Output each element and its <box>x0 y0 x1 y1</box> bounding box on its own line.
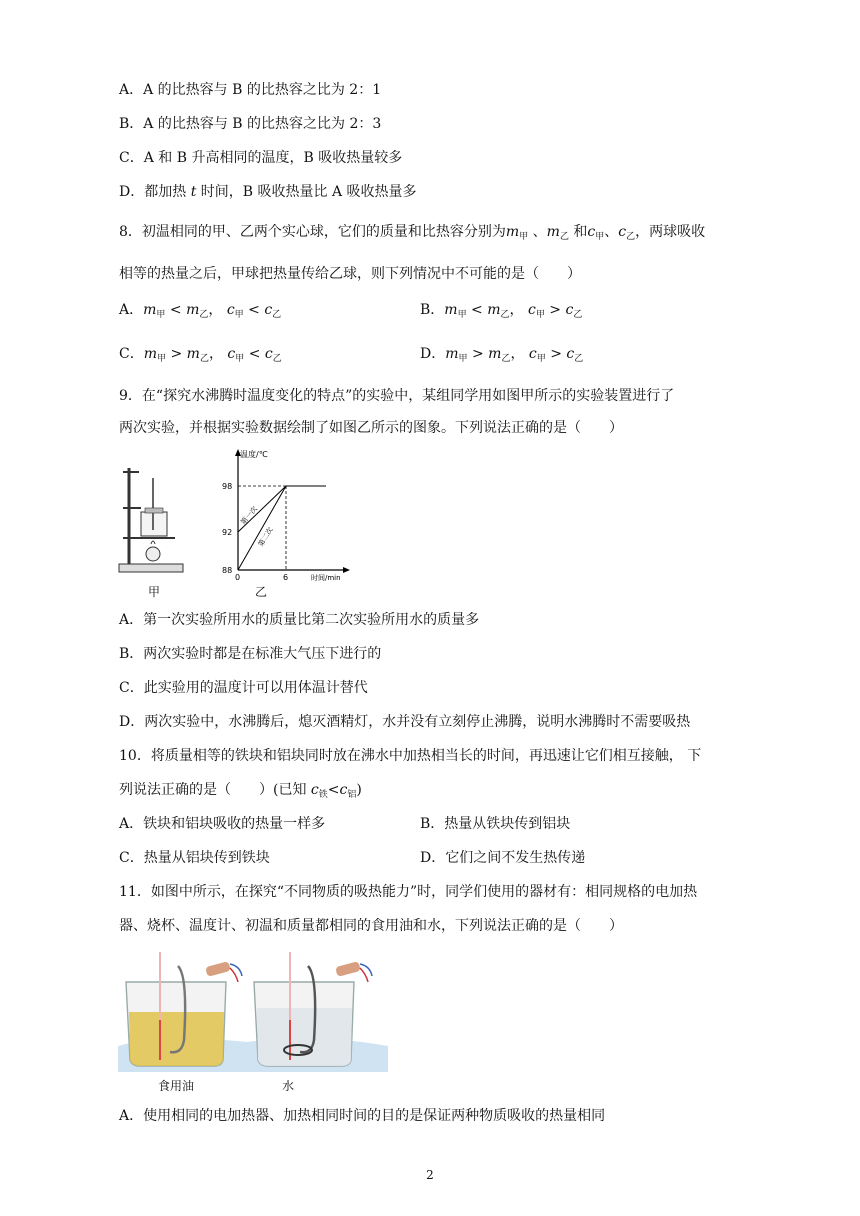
graph-y-axis-label: 温度/℃ <box>240 450 268 459</box>
q9-option-a: A．第一次实验所用水的质量比第二次实验所用水的质量多 <box>119 612 480 628</box>
q7-option-b: B．A 的比热容与 B 的比热容之比为 2：3 <box>119 116 382 132</box>
figure-label-jia: 甲 <box>148 585 161 599</box>
beakers-figure <box>118 950 388 1072</box>
q11-option-a: A．使用相同的电加热器、加热相同时间的目的是保证两种物质吸收的热量相同 <box>119 1108 606 1124</box>
q7-option-a: A．A 的比热容与 B 的比热容之比为 2：1 <box>119 82 382 98</box>
q8-option-a: A．$m_甲 < m_乙$， $c_甲 < c_乙$ <box>119 302 282 320</box>
q8-stem-line1: 8．初温相同的甲、乙两个实心球，它们的质量和比热容分别为$m_甲$ 、$m_乙$ 和$c_甲$、$c_乙$，两球吸收 <box>119 224 706 242</box>
page-number: 2 <box>426 1168 434 1182</box>
q8-option-b: B．$m_甲 < m_乙$， $c_甲 > c_乙$ <box>420 302 583 320</box>
q9-option-b: B．两次实验时都是在标准大气压下进行的 <box>119 646 382 662</box>
graph-x-axis-label: 时间/min <box>311 574 341 582</box>
q9-stem-line1: 9．在“探究水沸腾时温度变化的特点”的实验中，某组同学用如图甲所示的实验装置进行了 <box>119 388 675 404</box>
graph-tick-92: 92 <box>222 528 233 537</box>
q8-option-d: D．$m_甲 > m_乙$， $c_甲 > c_乙$ <box>420 346 584 364</box>
graph-tick-98: 98 <box>222 482 233 491</box>
graph-origin: 0 <box>235 573 241 582</box>
q10-stem-line2: 列说法正确的是（ ）(已知 $c_铁<c_铝$) <box>119 782 362 800</box>
q8-stem-line2: 相等的热量之后，甲球把热量传给乙球，则下列情况中不可能的是（ ） <box>119 266 581 282</box>
q9-stem-line2: 两次实验，并根据实验数据绘制了如图乙所示的图象。下列说法正确的是（ ） <box>119 420 623 436</box>
q9-option-d: D．两次实验中，水沸腾后，熄灭酒精灯，水并没有立刻停止沸腾，说明水沸腾时不需要吸热 <box>119 714 691 730</box>
q7-option-c: C．A 和 B 升高相同的温度，B 吸收热量较多 <box>119 150 403 166</box>
q10-stem-line1: 10．将质量相等的铁块和铝块同时放在沸水中加热相当长的时间，再迅速让它们相互接触， 下 <box>119 748 702 764</box>
q10-option-a: A．铁块和铝块吸收的热量一样多 <box>119 816 326 832</box>
q10-option-c: C．热量从铝块传到铁块 <box>119 850 270 866</box>
q10-option-b: B．热量从铁块传到铝块 <box>420 816 571 832</box>
graph-tick-88: 88 <box>222 566 233 575</box>
figure-label-yi: 乙 <box>255 585 268 599</box>
graph-tick-6: 6 <box>283 573 289 582</box>
q10-option-d: D．它们之间不发生热传递 <box>420 850 586 866</box>
label-water: 水 <box>282 1079 295 1093</box>
second-trial-label: 第二次 <box>256 526 275 549</box>
temperature-time-graph <box>216 447 351 582</box>
q7-option-d: D．都加热 t 时间，B 吸收热量比 A 吸收热量多 <box>119 184 417 200</box>
second-trial-line <box>238 486 286 570</box>
q11-stem-line1: 11．如图中所示，在探究“不同物质的吸热能力”时，同学们使用的器材有：相同规格的电加热 <box>119 884 698 900</box>
first-trial-label: 第一次 <box>239 505 260 527</box>
q9-option-c: C．此实验用的温度计可以用体温计替代 <box>119 680 368 696</box>
q11-stem-line2: 器、烧杯、温度计、初温和质量都相同的食用油和水，下列说法正确的是（ ） <box>119 918 623 934</box>
boiling-apparatus-figure <box>115 458 190 578</box>
label-cooking-oil: 食用油 <box>158 1079 195 1093</box>
q8-option-c: C．$m_甲 > m_乙$， $c_甲 < c_乙$ <box>119 346 282 364</box>
